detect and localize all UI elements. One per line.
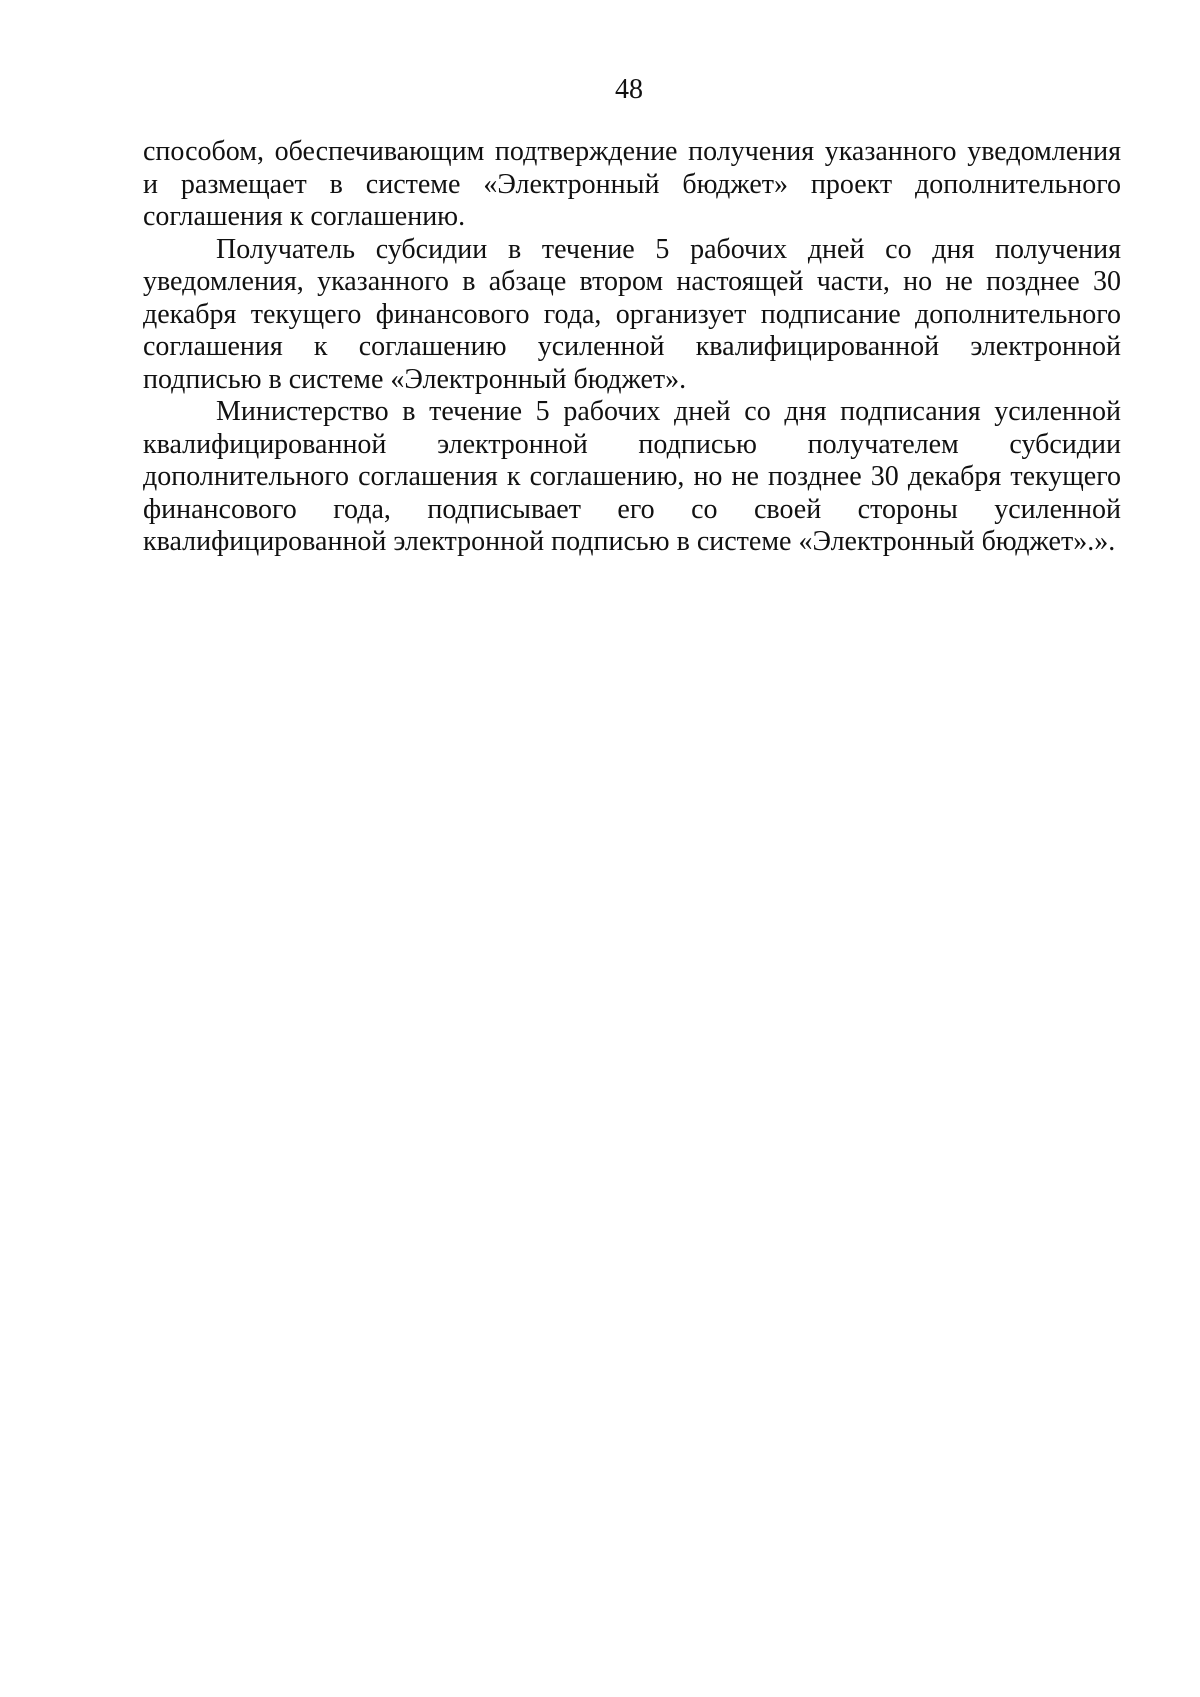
page-number: 48 [615, 74, 643, 105]
paragraph-recipient-signing: Получатель субсидии в течение 5 рабочих дней со дня получения уведомления, указанного в абзаце втором настоящей части, но не позднее 30 декабря текущего финансового года, организует подписание дополнительного соглашения к соглашению усиленной квалифицированной электронной подписью в системе «Электронный бюджет». [143, 233, 1121, 395]
document-body [143, 136, 1121, 559]
paragraph-ministry-signing: Министерство в течение 5 рабочих дней со дня подписания усиленной квалифицированной электронной подписью получателем субсидии дополнительного соглашения к соглашению, но не позднее 30 декабря текущего финансового года, подписывает его со своей стороны усиленной квалифицированной электронной подписью в системе «Электронный бюджет».». [143, 396, 1121, 557]
paragraph-continuation: способом, обеспечивающим подтверждение получения указанного уведомления и размещает в системе «Электронный бюджет» проект дополнительного соглашения к соглашению. [143, 136, 1121, 232]
